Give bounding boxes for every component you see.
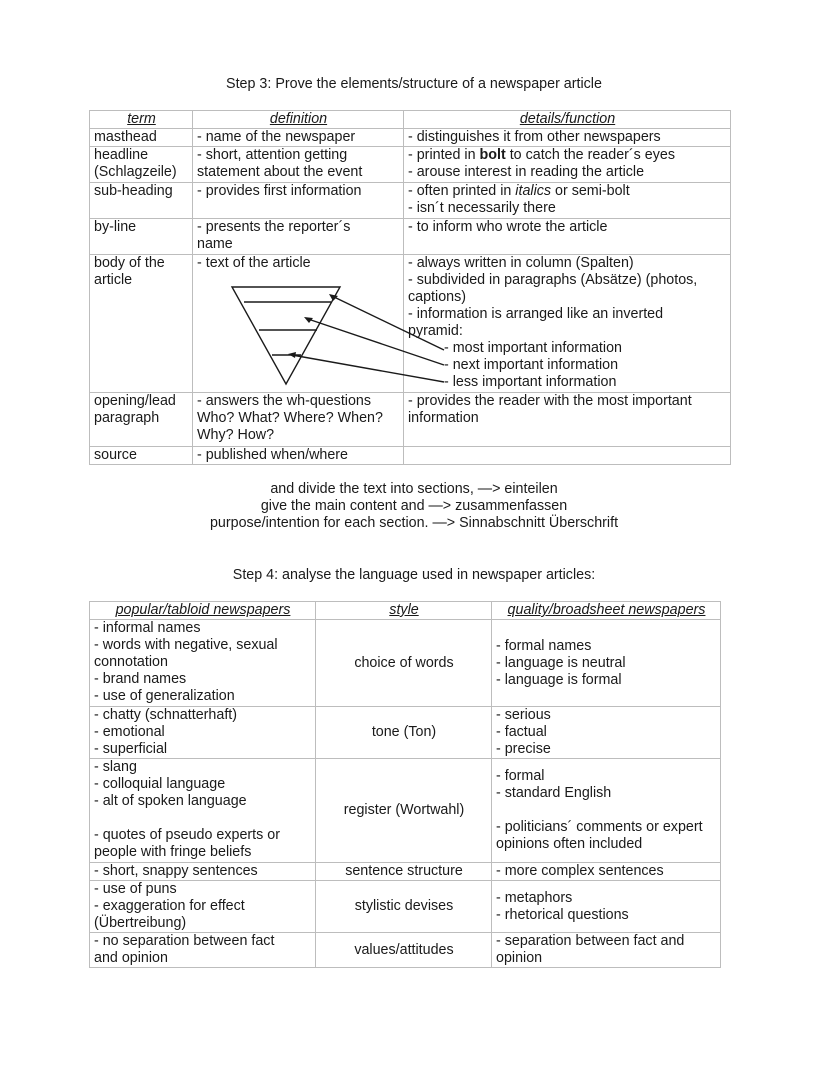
term-text: opening/lead xyxy=(94,393,176,409)
popular-cell xyxy=(90,933,316,968)
step4-title: Step 4: analyse the language used in newspaper articles: xyxy=(232,567,596,583)
details-text: captions) xyxy=(408,289,467,305)
popular-text: - exaggeration for effect xyxy=(94,898,245,914)
popular-text: - brand names xyxy=(94,671,187,687)
quality-text: - language is formal xyxy=(496,671,622,688)
bold-word: bolt xyxy=(479,147,506,163)
pyramid-item-next: - next important information xyxy=(444,357,619,373)
popular-text: - use of puns xyxy=(94,881,177,897)
definition-text: - name of the newspaper xyxy=(197,129,356,145)
style-cell: stylistic devises xyxy=(316,881,492,933)
definition-text: - text of the article xyxy=(197,255,311,271)
quality-cell xyxy=(492,759,721,863)
definition-text: - short, attention getting xyxy=(197,147,348,163)
quality-text: - serious xyxy=(496,707,551,723)
pyramid-item-less: - less important information xyxy=(444,374,617,390)
term-text: paragraph xyxy=(94,410,160,426)
term-text: headline xyxy=(94,147,149,163)
quality-cell xyxy=(492,863,721,881)
quality-text: - rhetorical questions xyxy=(496,906,629,923)
header-quality: quality/broadsheet newspapers xyxy=(492,602,721,620)
details-text: - to inform who wrote the article xyxy=(408,219,608,235)
popular-cell xyxy=(90,707,316,759)
quality-text: - formal xyxy=(496,768,545,784)
term-text: source xyxy=(94,447,137,463)
popular-text: - chatty (schnatterhaft) xyxy=(94,707,238,723)
details-text: - always written in column (Spalten) xyxy=(408,255,634,271)
term-text: by-line xyxy=(94,219,137,235)
popular-cell xyxy=(90,863,316,881)
popular-text: - words with negative, sexual xyxy=(94,637,278,653)
popular-text: - short, snappy sentences xyxy=(94,863,258,879)
popular-text: - superficial xyxy=(94,741,168,757)
term-text: masthead xyxy=(94,129,157,145)
definition-text: Who? What? Where? When? xyxy=(197,410,383,426)
popular-text: - quotes of pseudo experts or xyxy=(94,827,280,843)
popular-text: - use of generalization xyxy=(94,688,235,704)
details-text-post: to catch the reader´s eyes xyxy=(505,147,676,163)
definition-text: name xyxy=(197,236,233,252)
table-row xyxy=(90,759,721,863)
quality-text: - language is neutral xyxy=(496,654,626,671)
instruction-line: give the main content and —> zusammenfassen xyxy=(260,498,568,514)
arrow-line-next xyxy=(308,319,444,365)
quality-text: - standard English xyxy=(496,785,612,801)
quality-text: - precise xyxy=(496,741,551,757)
table-row xyxy=(90,707,721,759)
quality-text: - separation between fact and xyxy=(496,933,685,949)
quality-text: - more complex sentences xyxy=(496,863,664,879)
term-text: sub-heading xyxy=(94,183,173,199)
table-row xyxy=(90,863,721,881)
quality-cell xyxy=(492,933,721,968)
quality-text: - metaphors xyxy=(496,889,573,906)
arrow-line-less xyxy=(292,355,444,382)
popular-cell xyxy=(90,881,316,933)
style-cell: tone (Ton) xyxy=(316,707,492,759)
quality-text: - factual xyxy=(496,724,547,740)
details-text: pyramid: xyxy=(408,323,463,339)
style-cell: sentence structure xyxy=(316,863,492,881)
popular-text: and opinion xyxy=(94,950,168,966)
spacer xyxy=(94,810,312,827)
details-text: - provides the reader with the most important xyxy=(408,393,692,409)
popular-text: - slang xyxy=(94,759,137,775)
details-text: - distinguishes it from other newspapers xyxy=(408,129,661,145)
details-text: information xyxy=(408,410,479,426)
header-popular: popular/tabloid newspapers xyxy=(90,602,316,620)
quality-text: opinions often included xyxy=(496,836,643,852)
term-text: article xyxy=(94,272,133,288)
definition-text: - presents the reporter´s xyxy=(197,219,351,235)
definition-text: Why? How? xyxy=(197,427,275,443)
definition-text: - provides first information xyxy=(197,183,362,199)
style-cell: choice of words xyxy=(316,620,492,707)
quality-cell xyxy=(492,620,721,707)
details-text: - isn´t necessarily there xyxy=(408,200,556,216)
details-text-post: or semi-bolt xyxy=(551,183,630,199)
header-definition: definition xyxy=(193,111,404,129)
table-row xyxy=(90,620,721,707)
style-cell: values/attitudes xyxy=(316,933,492,968)
popular-text: - informal names xyxy=(94,620,201,636)
quality-text: - formal names xyxy=(496,637,592,654)
italic-word: italics xyxy=(515,183,552,199)
popular-text: connotation xyxy=(94,654,168,670)
details-text: - arouse interest in reading the article xyxy=(408,164,645,180)
definition-text: - answers the wh-questions xyxy=(197,393,372,409)
arrow-line-most xyxy=(332,296,444,350)
style-cell: register (Wortwahl) xyxy=(316,759,492,863)
section-instructions xyxy=(0,481,828,532)
instruction-line: and divide the text into sections, —> einteilen xyxy=(270,481,558,497)
popular-text: (Übertreibung) xyxy=(94,915,187,931)
details-text-pre: - often printed in xyxy=(408,183,516,199)
table-row xyxy=(90,881,721,933)
definition-text: statement about the event xyxy=(197,164,363,180)
popular-text: - no separation between fact xyxy=(94,933,275,949)
header-details: details/function xyxy=(404,111,731,129)
popular-cell xyxy=(90,759,316,863)
details-text-pre: - printed in xyxy=(408,147,480,163)
header-style: style xyxy=(316,602,492,620)
quality-cell xyxy=(492,881,721,933)
term-text: (Schlagzeile) xyxy=(94,164,177,180)
popular-text: - colloquial language xyxy=(94,776,226,792)
language-table xyxy=(89,601,721,968)
popular-cell xyxy=(90,620,316,707)
popular-text: people with fringe beliefs xyxy=(94,844,252,860)
header-term: term xyxy=(90,111,193,129)
step3-title: Step 3: Prove the elements/structure of a newspaper article xyxy=(226,76,602,92)
inverted-pyramid-diagram xyxy=(0,0,828,470)
spacer xyxy=(496,802,717,819)
details-text: - information is arranged like an inverted xyxy=(408,306,664,322)
quality-text: opinion xyxy=(496,950,543,966)
definition-text: - published when/where xyxy=(197,447,349,463)
table-row xyxy=(90,933,721,968)
details-text: - subdivided in paragraphs (Absätze) (photos, xyxy=(408,272,698,288)
instruction-line: purpose/intention for each section. —> Sinnabschnitt Überschrift xyxy=(209,515,619,531)
pyramid-item-most: - most important information xyxy=(444,340,622,356)
popular-text: - emotional xyxy=(94,724,165,740)
quality-text: - politicians´ comments or expert xyxy=(496,819,703,835)
language-header-row xyxy=(90,602,721,620)
quality-cell xyxy=(492,707,721,759)
term-text: body of the xyxy=(94,255,165,271)
popular-text: - alt of spoken language xyxy=(94,793,247,809)
